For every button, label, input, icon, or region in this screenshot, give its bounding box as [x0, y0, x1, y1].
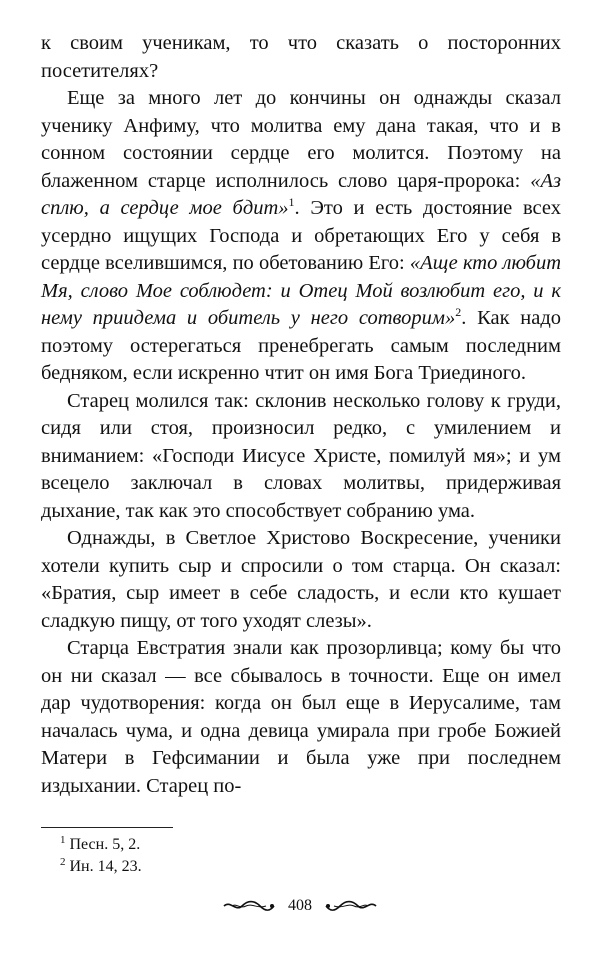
- left-ornament-icon: [222, 900, 276, 912]
- paragraph-2: [41, 85, 561, 388]
- footnote-2-mark: 2: [60, 855, 66, 868]
- footnote-1-text: Песн. 5, 2.: [69, 836, 141, 853]
- footnote-2: [60, 856, 540, 878]
- footnotes: [60, 834, 540, 878]
- paragraph-continuation: к своим ученикам, то что сказать о посторонних посетителях?: [41, 32, 561, 82]
- footnote-ref-2: 2: [455, 305, 462, 320]
- footnote-2-text: Ин. 14, 23.: [69, 858, 142, 875]
- paragraph-5: Старца Евстратия знали как прозорливца; кому бы что он ни сказал — все сбывалось в точности. Еще он имел дар чудотворения: когда он был еще в Иерусалиме, там началась чума, и одна девица умирала при гробе Божией Матери в Гефсимании и была уже при последнем издыхании. Старец по-: [41, 637, 561, 797]
- footnote-divider: [41, 827, 173, 828]
- footnote-1: [60, 834, 540, 856]
- paragraph-2-text-a: Еще за много лет до кончины он однажды сказал ученику Анфиму, что молитва ему дана такая, что и в сонном состоянии сердце его молится. Поэтому на блаженном старце исполнилось слово царя-пророка:: [41, 87, 561, 192]
- body-text: [41, 30, 561, 800]
- quote-john: «Аще кто любит Мя, слово Мое соблюдет: и Отец Мой возлюбит его, и к нему приидема и обитель у него сотворим»: [41, 252, 562, 329]
- right-ornament-icon: [324, 900, 378, 912]
- page-footer: [0, 896, 600, 916]
- paragraph-2-text-b: . Это и есть достояние всех усердно ищущих Господа и обретающих Его у себя в сердце вселившимся, по обетованию Его:: [41, 197, 561, 274]
- quote-song-of-songs: «Аз сплю, а сердце мое бдит»: [41, 169, 561, 219]
- footnote-ref-1: 1: [288, 195, 295, 210]
- paragraph-3: Старец молился так: склонив несколько голову к груди, сидя или стоя, произносил редко, с умилением и вниманием: «Господи Иисусе Христе, помилуй мя»; и ум всецело заключал в словах молитвы, придерживая дыхание, так как это способствует собранию ума.: [41, 389, 561, 522]
- paragraph-4: Однажды, в Светлое Христово Воскресение, ученики хотели купить сыр и спросили о том старца. Он сказал: «Братия, сыр имеет в себе сладость, и если кто кушает сладкую пищу, от того уходят слезы».: [41, 527, 561, 632]
- page-number: 408: [288, 897, 312, 915]
- paragraph-2-text-c: . Как надо поэтому остерегаться пренебрегать самым последним бедняком, если искренно чтит он имя Бога Триединого.: [41, 307, 561, 384]
- footnote-1-mark: 1: [60, 833, 66, 846]
